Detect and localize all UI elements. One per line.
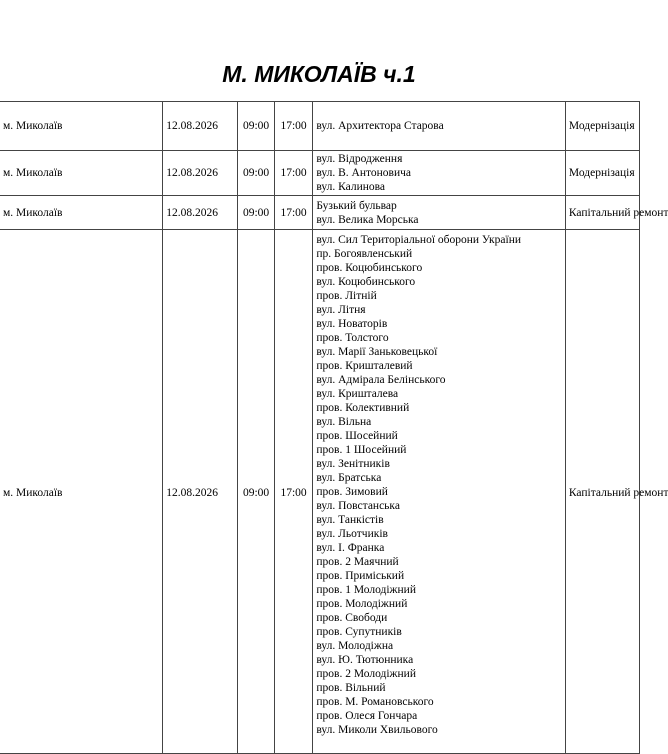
street-name: вул. Літня xyxy=(316,304,366,316)
streets-cell xyxy=(313,102,566,151)
street-name: вул. Кришталева xyxy=(316,388,399,400)
street-name: пров. Зимовий xyxy=(316,486,388,498)
start-time-cell: 09:00 xyxy=(238,151,275,196)
street-name: вул. Велика Морська xyxy=(316,213,419,226)
street-name: пров. 1 Молодіжний xyxy=(316,584,416,596)
work-type-cell: Модернізація xyxy=(565,151,639,196)
street-name: вул. Повстанська xyxy=(316,500,400,512)
street-name: вул. Ю. Тютюнника xyxy=(316,654,414,666)
work-type-cell: Капітальний ремонт xyxy=(565,196,639,230)
street-name: пров. 1 Шосейний xyxy=(316,444,407,456)
date-cell: 12.08.2026 xyxy=(163,230,238,754)
street-name: вул. Танкістів xyxy=(316,514,384,526)
street-name: пров. Шосейний xyxy=(316,430,398,442)
street-name: вул. Адмірала Белінського xyxy=(316,374,446,386)
end-time-cell: 17:00 xyxy=(274,102,313,151)
table-row xyxy=(0,102,640,151)
street-name: пров. Коцюбинського xyxy=(316,262,423,274)
start-time-cell: 09:00 xyxy=(238,102,275,151)
street-name: вул. Молодіжна xyxy=(316,640,394,652)
street-name: вул. В. Антоновича xyxy=(316,167,412,179)
street-name: вул. Льотчиків xyxy=(316,528,388,540)
table-row xyxy=(0,151,640,196)
date-cell: 12.08.2026 xyxy=(163,151,238,196)
street-name: вул. Сил Територіальної оборони України xyxy=(316,234,522,246)
street-name: пров. Олеся Гончара xyxy=(316,710,418,722)
street-name: пров. Супутників xyxy=(316,626,402,638)
street-name: вул. Братська xyxy=(316,472,382,484)
date-cell: 12.08.2026 xyxy=(163,196,238,230)
streets-cell xyxy=(313,196,566,230)
table-row xyxy=(0,196,640,230)
street-name: вул. І. Франка xyxy=(316,542,385,554)
street-name: пров. Літній xyxy=(316,290,377,302)
end-time-cell: 17:00 xyxy=(274,151,313,196)
start-time-cell: 09:00 xyxy=(238,230,275,754)
street-name: Бузький бульвар xyxy=(316,199,397,212)
street-name: вул. Коцюбинського xyxy=(316,276,416,288)
city-cell: м. Миколаїв xyxy=(0,151,163,196)
end-time-cell: 17:00 xyxy=(274,196,313,230)
street-name: пров. Молодіжний xyxy=(316,598,408,610)
street-name: пр. Богоявленський xyxy=(316,248,413,260)
street-name: пров. Колективний xyxy=(316,402,410,414)
streets-cell xyxy=(313,151,566,196)
street-name: пров. Кришталевий xyxy=(316,360,413,372)
table-row xyxy=(0,230,640,754)
street-name: вул. Відродження xyxy=(316,153,403,165)
city-cell: м. Миколаїв xyxy=(0,196,163,230)
street-name: пров. М. Романовського xyxy=(316,696,434,708)
street-name: вул. Калинова xyxy=(316,181,386,193)
street-name: пров. Толстого xyxy=(316,332,389,344)
work-type-cell: Модернізація xyxy=(565,102,639,151)
street-name: пров. Вільний xyxy=(316,682,386,694)
page-title: М. МИКОЛАЇВ ч.1 xyxy=(222,61,416,87)
date-cell: 12.08.2026 xyxy=(163,102,238,151)
street-name: вул. Марії Заньковецької xyxy=(316,346,438,358)
city-cell: м. Миколаїв xyxy=(0,230,163,754)
work-type-cell: Капітальний ремонт xyxy=(565,230,639,754)
city-cell: м. Миколаїв xyxy=(0,102,163,151)
street-name: пров. 2 Молодіжний xyxy=(316,668,416,680)
streets-cell xyxy=(313,230,566,754)
street-name: пров. Приміський xyxy=(316,570,405,582)
street-name: вул. Новаторів xyxy=(316,318,388,330)
street-name: вул. Зенітників xyxy=(316,458,390,470)
end-time-cell: 17:00 xyxy=(274,230,313,754)
outage-schedule-table xyxy=(0,101,668,754)
street-name: вул. Архитектора Старова xyxy=(316,120,444,132)
street-name: пров. Свободи xyxy=(316,612,388,624)
start-time-cell: 09:00 xyxy=(238,196,275,230)
street-name: вул. Миколи Хвильового xyxy=(316,724,438,736)
outage-table-body xyxy=(0,102,668,754)
street-name: вул. Вільна xyxy=(316,416,372,428)
street-name: пров. 2 Маячний xyxy=(316,556,399,568)
